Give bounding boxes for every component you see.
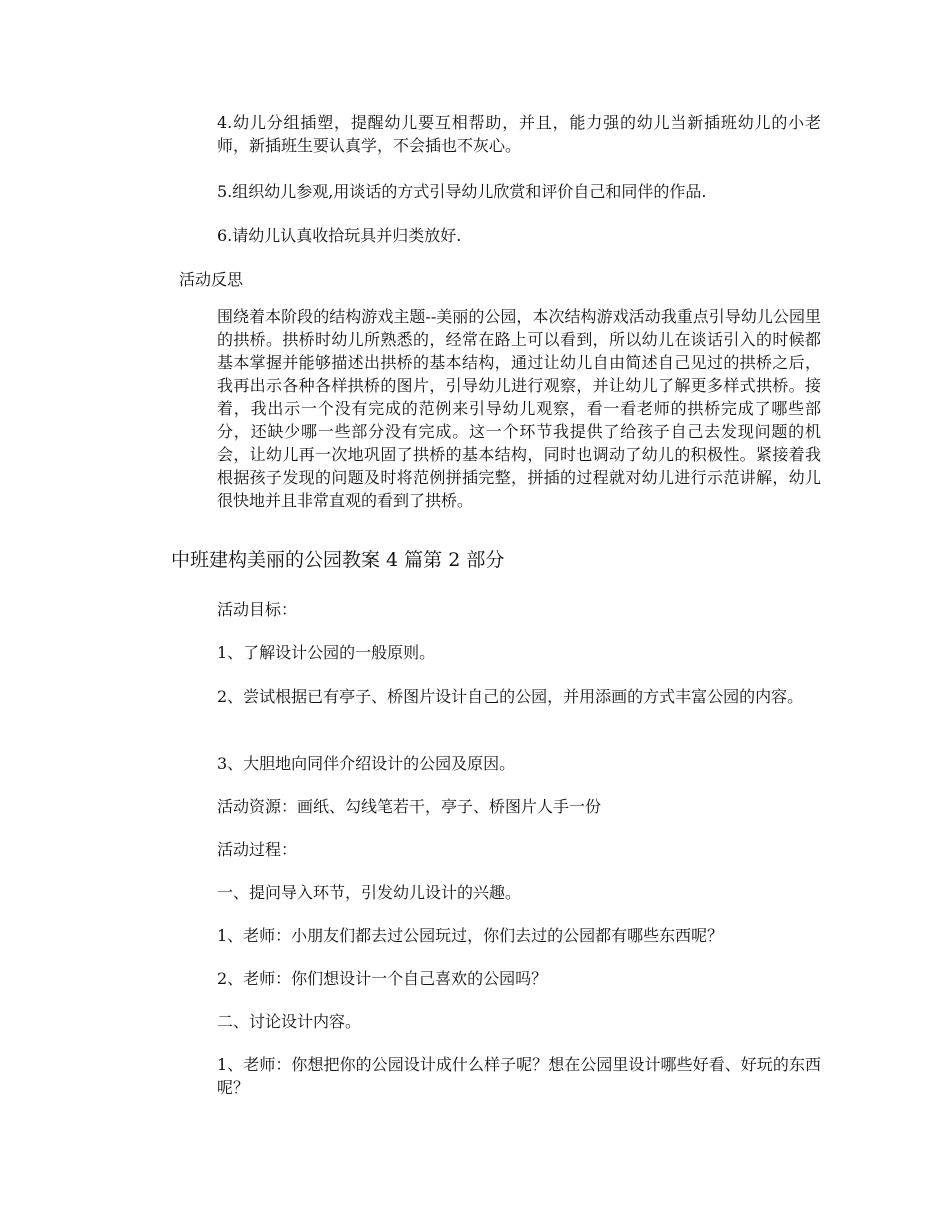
step-5-paragraph: 5.组织幼儿参观,用谈话的方式引导幼儿欣赏和评价自己和同伴的作品. [217, 182, 707, 201]
question-3: 1、老师：你想把你的公园设计成什么样子呢？想在公园里设计哪些好看、好玩的东西呢？ [217, 1055, 821, 1097]
section-heading: 中班建构美丽的公园教案 4 篇第 2 部分 [171, 549, 505, 571]
goal-2: 2、尝试根据已有亭子、桥图片设计自己的公园，并用添画的方式丰富公园的内容。 [217, 687, 804, 706]
step-4-paragraph: 4.幼儿分组插塑，提醒幼儿要互相帮助，并且，能力强的幼儿当新插班幼儿的小老师，新插班生要认真学，不会插也不灰心。 [217, 113, 821, 155]
goal-1: 1、了解设计公园的一般原则。 [217, 643, 436, 662]
part-1-title: 一、提问导入环节，引发幼儿设计的兴趣。 [217, 883, 522, 902]
step-6-paragraph: 6.请幼儿认真收拾玩具并归类放好. [217, 226, 462, 245]
process-title: 活动过程： [217, 840, 298, 859]
goal-3: 3、大胆地向同伴介绍设计的公园及原因。 [217, 754, 516, 773]
question-1: 1、老师：小朋友们都去过公园玩过，你们去过的公园都有哪些东西呢？ [217, 926, 724, 945]
part-2-title: 二、讨论设计内容。 [217, 1012, 362, 1031]
goals-title: 活动目标： [217, 600, 298, 619]
question-2: 2、老师：你们想设计一个自己喜欢的公园吗？ [217, 969, 548, 988]
resources-paragraph: 活动资源：画纸、勾线笔若干，亭子、桥图片人手一份 [217, 797, 602, 816]
reflection-paragraph: 围绕着本阶段的结构游戏主题--美丽的公园，本次结构游戏活动我重点引导幼儿公园里的拱桥。拱桥时幼儿所熟悉的，经常在路上可以看到，所以幼儿在谈话引入的时候都基本掌握并能够描述出拱桥的基本结构，通过让幼儿自由简述自己见过的拱桥之后，我再出示各种各样拱桥的图片，引导幼儿进行观察，并让幼儿了解更多样式拱桥。接着，我出示一个没有完成的范例来引导幼儿观察，看一看老师的拱桥完成了哪些部分，还缺少哪一些部分没有完成。这一个环节我提供了给孩子自己去发现问题的机会，让幼儿再一次地巩固了拱桥的基本结构，同时也调动了幼儿的积极性。紧接着我根据孩子发现的问题及时将范例拼插完整，拼插的过程就对幼儿进行示范讲解，幼儿很快地并且非常直观的看到了拱桥。 [217, 307, 821, 510]
reflection-title: 活动反思 [179, 270, 244, 289]
